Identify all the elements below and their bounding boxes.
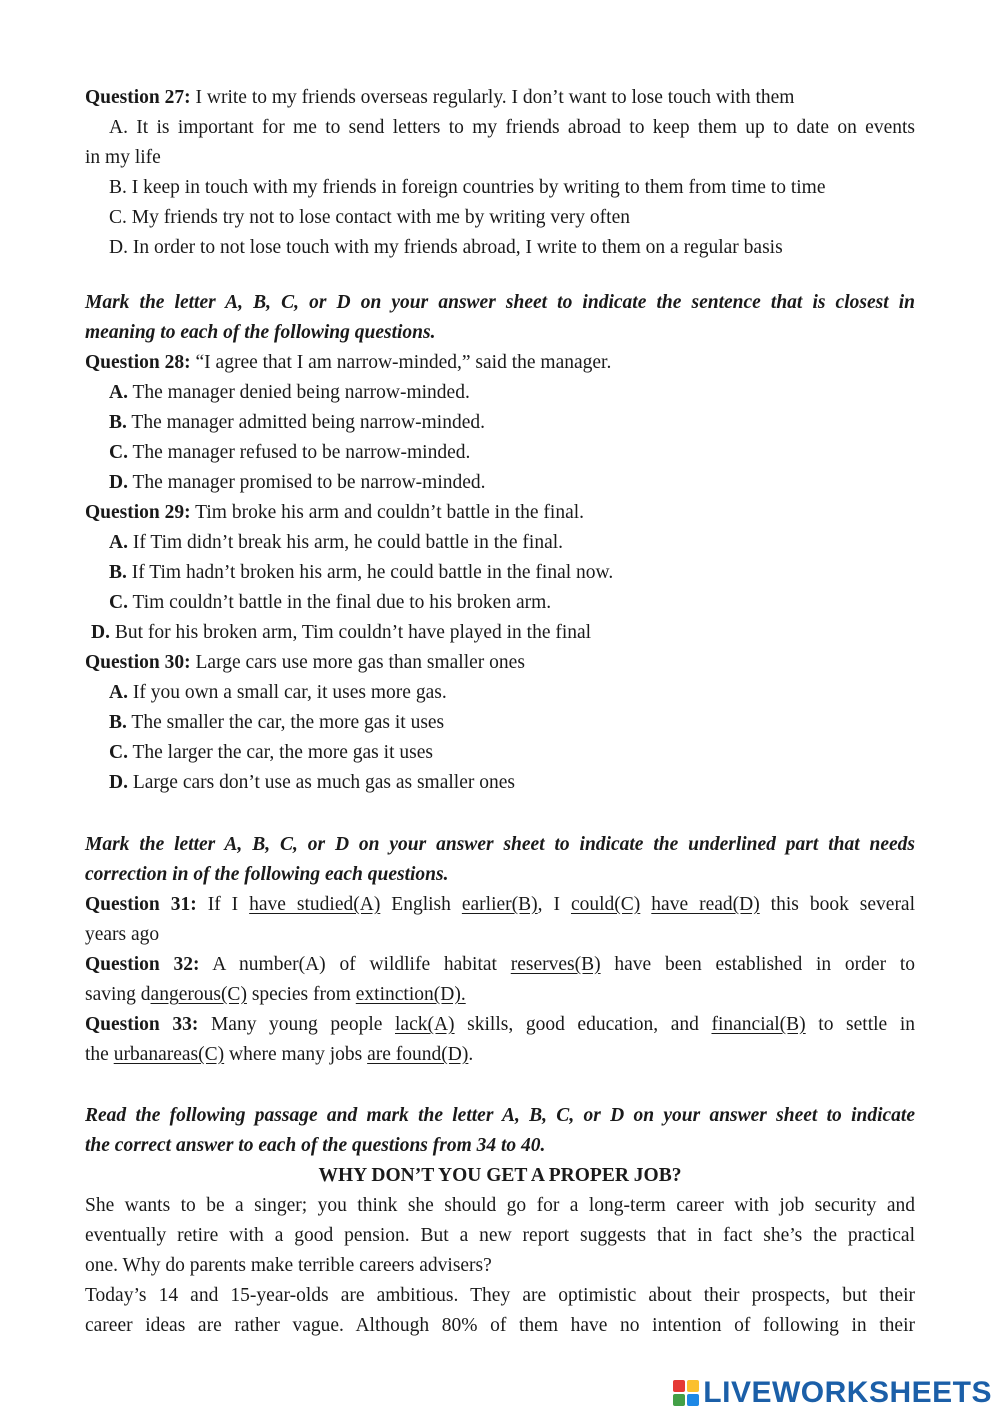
underlined-part-d: extinction(D). [355, 984, 466, 1005]
question-27-stem [85, 83, 915, 113]
question-27-label: Question 27: [85, 87, 191, 108]
question-27-option-a-cont: in my life [85, 147, 161, 168]
sentence-text: have been established in order to [600, 954, 916, 975]
question-31-line1 [85, 890, 915, 920]
question-29-option-c [109, 588, 915, 618]
option-letter: A. [109, 682, 128, 703]
sentence-text: species from [246, 984, 356, 1005]
sentence-text: . [468, 1044, 474, 1065]
section-instruction-error-line2: correction in of the following each questions. [85, 864, 449, 885]
sentence-text: , I [537, 894, 571, 915]
option-text: The larger the car, the more gas it uses [127, 742, 433, 763]
option-text: If Tim didn’t break his arm, he could battle in the final. [127, 532, 564, 553]
sentence-text: A number(A) of wildlife habitat [199, 954, 511, 975]
section-instruction-reading-line1: Read the following passage and mark the letter A, B, C, or D on your answer sheet to indicate [85, 1105, 915, 1126]
liveworksheets-logo [673, 1376, 992, 1410]
passage-line: career ideas are rather vague. Although 80% of them have no intention of following in their [85, 1315, 915, 1336]
sentence-text [640, 894, 651, 915]
question-28-option-a [109, 378, 915, 408]
question-30-label: Question 30: [85, 652, 191, 673]
underlined-part-c: angerous(C) [150, 984, 247, 1005]
option-text: If you own a small car, it uses more gas. [127, 682, 447, 703]
option-text: But for his broken arm, Tim couldn’t have played in the final [109, 622, 592, 643]
passage-title-text: WHY DON’T YOU GET A PROPER JOB? [318, 1165, 682, 1186]
option-letter: A. [109, 382, 128, 403]
option-letter: C. [109, 442, 128, 463]
underlined-part-b: financial(B) [711, 1014, 806, 1035]
option-text: If Tim hadn’t broken his arm, he could battle in the final now. [126, 562, 614, 583]
underlined-part-d: are found(D) [367, 1044, 469, 1065]
passage-title [85, 1161, 915, 1191]
option-letter: A. [109, 532, 128, 553]
passage-line: eventually retire with a good pension. But a new report suggests that in fact she’s the practical [85, 1225, 915, 1246]
question-29-text: Tim broke his arm and couldn’t battle in the final. [190, 502, 585, 523]
sentence-text: this book several [759, 894, 916, 915]
question-29-option-b [109, 558, 915, 588]
option-letter: B. [109, 712, 127, 733]
option-text: The manager denied being narrow-minded. [127, 382, 470, 403]
sentence-text: where many jobs [224, 1044, 368, 1065]
underlined-part-b: reserves(B) [510, 954, 601, 975]
liveworksheets-logo-text: LIVEWORKSHEETS [703, 1376, 992, 1409]
section-instruction-error-line1: Mark the letter A, B, C, or D on your answer sheet to indicate the underlined part that needs [85, 834, 915, 855]
option-letter: C. [109, 592, 128, 613]
section-instruction-synonym-line2: meaning to each of the following questions. [85, 322, 436, 343]
question-33-label: Question 33: [85, 1014, 199, 1035]
question-28-text: “I agree that I am narrow-minded,” said the manager. [190, 352, 612, 373]
section-instruction-reading-line2: the correct answer to each of the questions from 34 to 40. [85, 1135, 546, 1156]
question-30-option-c [109, 738, 915, 768]
sentence-text: If I [196, 894, 250, 915]
section-instruction-synonym-line1: Mark the letter A, B, C, or D on your answer sheet to indicate the sentence that is closest in [85, 292, 915, 313]
option-text: The manager refused to be narrow-minded. [127, 442, 471, 463]
passage-line: She wants to be a singer; you think she should go for a long-term career with job security and [85, 1195, 915, 1216]
option-letter: C. [109, 742, 128, 763]
question-30-option-a [109, 678, 915, 708]
sentence-text: skills, good education, and [454, 1014, 712, 1035]
question-29-label: Question 29: [85, 502, 191, 523]
option-letter: B. [109, 562, 127, 583]
question-29-option-a [109, 528, 915, 558]
option-text: Large cars don’t use as much gas as smaller ones [127, 772, 515, 793]
question-31-label: Question 31: [85, 894, 197, 915]
option-letter: D. [109, 772, 128, 793]
question-30-text: Large cars use more gas than smaller ones [190, 652, 525, 673]
underlined-part-b: earlier(B) [461, 894, 538, 915]
liveworksheets-logo-icon [673, 1380, 699, 1406]
question-30-option-d [109, 768, 915, 798]
underlined-part-c: could(C) [570, 894, 641, 915]
option-text: The manager admitted being narrow-minded. [126, 412, 485, 433]
question-33-line2 [85, 1040, 915, 1070]
option-letter: B. [109, 412, 127, 433]
question-30-stem [85, 648, 915, 678]
sentence-text: to settle in [805, 1014, 915, 1035]
question-27-option-a: A. It is important for me to send letters to my friends abroad to keep them up to date on events [109, 117, 915, 138]
question-33-line1 [85, 1010, 915, 1040]
option-text: The smaller the car, the more gas it uses [126, 712, 445, 733]
passage-line: one. Why do parents make terrible careers advisers? [85, 1255, 492, 1276]
question-28-option-c [109, 438, 915, 468]
underlined-part-a: lack(A) [395, 1014, 455, 1035]
question-27-option-b: B. I keep in touch with my friends in foreign countries by writing to them from time to time [109, 177, 826, 198]
question-32-label: Question 32: [85, 954, 200, 975]
question-27-text: I write to my friends overseas regularly. I don’t want to lose touch with them [190, 87, 795, 108]
passage-line: Today’s 14 and 15-year-olds are ambitious. They are optimistic about their prospects, but their [85, 1285, 915, 1306]
option-letter: D. [109, 472, 128, 493]
underlined-part-c: urbanareas(C) [113, 1044, 225, 1065]
question-28-stem [85, 348, 915, 378]
question-32-line2 [85, 980, 915, 1010]
option-letter: D. [91, 622, 110, 643]
question-29-option-d [91, 618, 915, 648]
question-28-label: Question 28: [85, 352, 191, 373]
sentence-text: the [85, 1044, 114, 1065]
question-32-line1 [85, 950, 915, 980]
question-27-option-d: D. In order to not lose touch with my friends abroad, I write to them on a regular basis [109, 237, 783, 258]
sentence-text: English [380, 894, 462, 915]
question-29-stem [85, 498, 915, 528]
question-31-line2: years ago [85, 924, 160, 945]
underlined-part-a: have studied(A) [249, 894, 381, 915]
question-30-option-b [109, 708, 915, 738]
underlined-part-d: have read(D) [651, 894, 760, 915]
option-text: The manager promised to be narrow-minded. [127, 472, 486, 493]
question-28-option-d [109, 468, 915, 498]
sentence-text: saving d [85, 984, 151, 1005]
question-28-option-b [109, 408, 915, 438]
sentence-text: Many young people [198, 1014, 395, 1035]
option-text: Tim couldn’t battle in the final due to his broken arm. [127, 592, 552, 613]
question-27-option-c: C. My friends try not to lose contact with me by writing very often [109, 207, 630, 228]
